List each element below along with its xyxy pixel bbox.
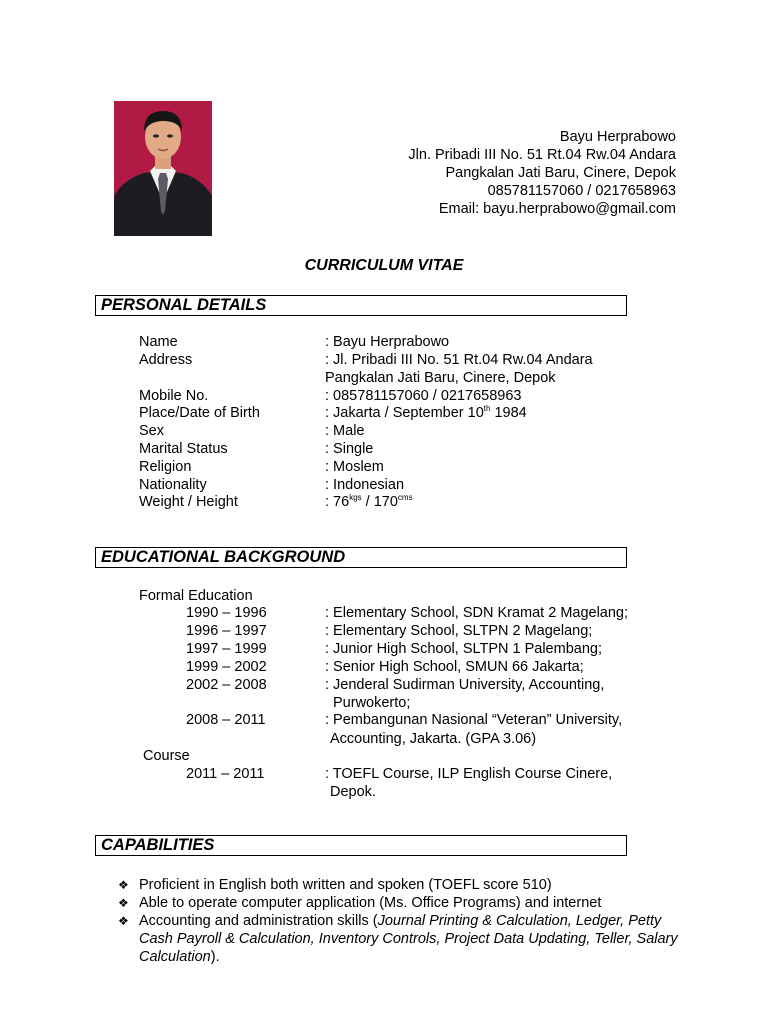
value-sex: : Male: [325, 423, 365, 439]
value-birth: [325, 404, 527, 422]
section-heading-capabilities: CAPABILITIES: [95, 835, 627, 856]
capability-text-1: Proficient in English both written and spoken (TOEFL score 510): [139, 877, 552, 893]
person-portrait-icon: [114, 101, 212, 236]
contact-phones: 085781157060 / 0217658963: [487, 183, 676, 199]
contact-block: [256, 128, 676, 218]
profile-photo: [114, 101, 212, 236]
label-address: Address: [139, 352, 193, 368]
diamond-bullet-icon: ❖: [118, 878, 129, 892]
capability-text-3-italic: Journal Printing & Calculation, Ledger, Petty Cash Payroll & Calculation, Inventory Controls, Project Data Updating, Teller, Salary Calculation: [139, 913, 678, 965]
weight-sup: kgs: [349, 493, 362, 502]
edu-detail-1: : Elementary School, SDN Kramat 2 Magelang;: [325, 605, 629, 621]
value-nationality: : Indonesian: [325, 477, 405, 493]
edu-years-1: 1990 – 1996: [186, 605, 267, 621]
label-name: Name: [139, 334, 178, 350]
course-detail-cont: Depok.: [330, 784, 376, 800]
edu-years-5: 2002 – 2008: [186, 677, 267, 693]
diamond-bullet-icon: ❖: [118, 896, 129, 910]
birth-pre: : Jakarta / September 10: [325, 405, 484, 421]
birth-sup: th: [483, 404, 491, 413]
capability-text-3-pre: Accounting and administration skills (: [139, 913, 378, 929]
birth-post: 1984: [490, 405, 527, 421]
label-nationality: Nationality: [139, 477, 207, 493]
edu-detail-6: : Pembangunan Nasional “Veteran” University,: [325, 712, 623, 728]
section-heading-education: EDUCATIONAL BACKGROUND: [95, 547, 627, 568]
edu-detail-2: : Elementary School, SLTPN 2 Magelang;: [325, 623, 593, 639]
capability-text-3-post: ).: [210, 949, 220, 965]
edu-years-2: 1996 – 1997: [186, 623, 267, 639]
height-sup: cms: [397, 493, 413, 502]
edu-years-3: 1997 – 1999: [186, 641, 267, 657]
value-weight-height: [325, 493, 413, 511]
label-birth: Place/Date of Birth: [139, 405, 260, 421]
label-religion: Religion: [139, 459, 192, 475]
contact-address-line2: Pangkalan Jati Baru, Cinere, Depok: [445, 165, 676, 181]
capabilities-list: [118, 876, 678, 966]
value-name: : Bayu Herprabowo: [325, 334, 450, 350]
edu-detail-5-cont: Purwokerto;: [333, 695, 411, 711]
contact-address-line1: Jln. Pribadi III No. 51 Rt.04 Rw.04 Andara: [408, 147, 676, 163]
label-sex: Sex: [139, 423, 164, 439]
value-address-line1: : Jl. Pribadi III No. 51 Rt.04 Rw.04 Andara: [325, 352, 593, 368]
edu-years-4: 1999 – 2002: [186, 659, 267, 675]
label-weight-height: Weight / Height: [139, 494, 238, 510]
capability-text-2: Able to operate computer application (Ms. Office Programs) and internet: [139, 895, 602, 911]
weight-mid: / 170: [361, 494, 398, 510]
section-heading-personal: PERSONAL DETAILS: [95, 295, 627, 316]
edu-detail-3: : Junior High School, SLTPN 1 Palembang;: [325, 641, 602, 657]
edu-years-6: 2008 – 2011: [186, 712, 266, 728]
value-marital: : Single: [325, 441, 374, 457]
value-mobile: : 085781157060 / 0217658963: [325, 388, 522, 404]
list-item: [118, 876, 678, 894]
label-marital: Marital Status: [139, 441, 228, 457]
diamond-bullet-icon: ❖: [118, 914, 129, 928]
label-mobile: Mobile No.: [139, 388, 209, 404]
value-address-line2: Pangkalan Jati Baru, Cinere, Depok: [325, 370, 556, 386]
value-religion: : Moslem: [325, 459, 384, 475]
course-years: 2011 – 2011: [186, 766, 265, 782]
weight-pre: : 76: [325, 494, 350, 510]
list-item: [118, 912, 678, 966]
edu-detail-4: : Senior High School, SMUN 66 Jakarta;: [325, 659, 584, 675]
edu-detail-6-cont: Accounting, Jakarta. (GPA 3.06): [330, 731, 537, 747]
label-formal-education: Formal Education: [139, 588, 253, 604]
contact-name: Bayu Herprabowo: [559, 129, 676, 145]
label-course: Course: [143, 748, 190, 764]
contact-email: Email: bayu.herprabowo@gmail.com: [438, 201, 676, 217]
document-title: CURRICULUM VITAE: [304, 257, 464, 274]
edu-detail-5: : Jenderal Sudirman University, Accounting,: [325, 677, 605, 693]
course-detail: : TOEFL Course, ILP English Course Cinere,: [325, 766, 613, 782]
list-item: [118, 894, 678, 912]
